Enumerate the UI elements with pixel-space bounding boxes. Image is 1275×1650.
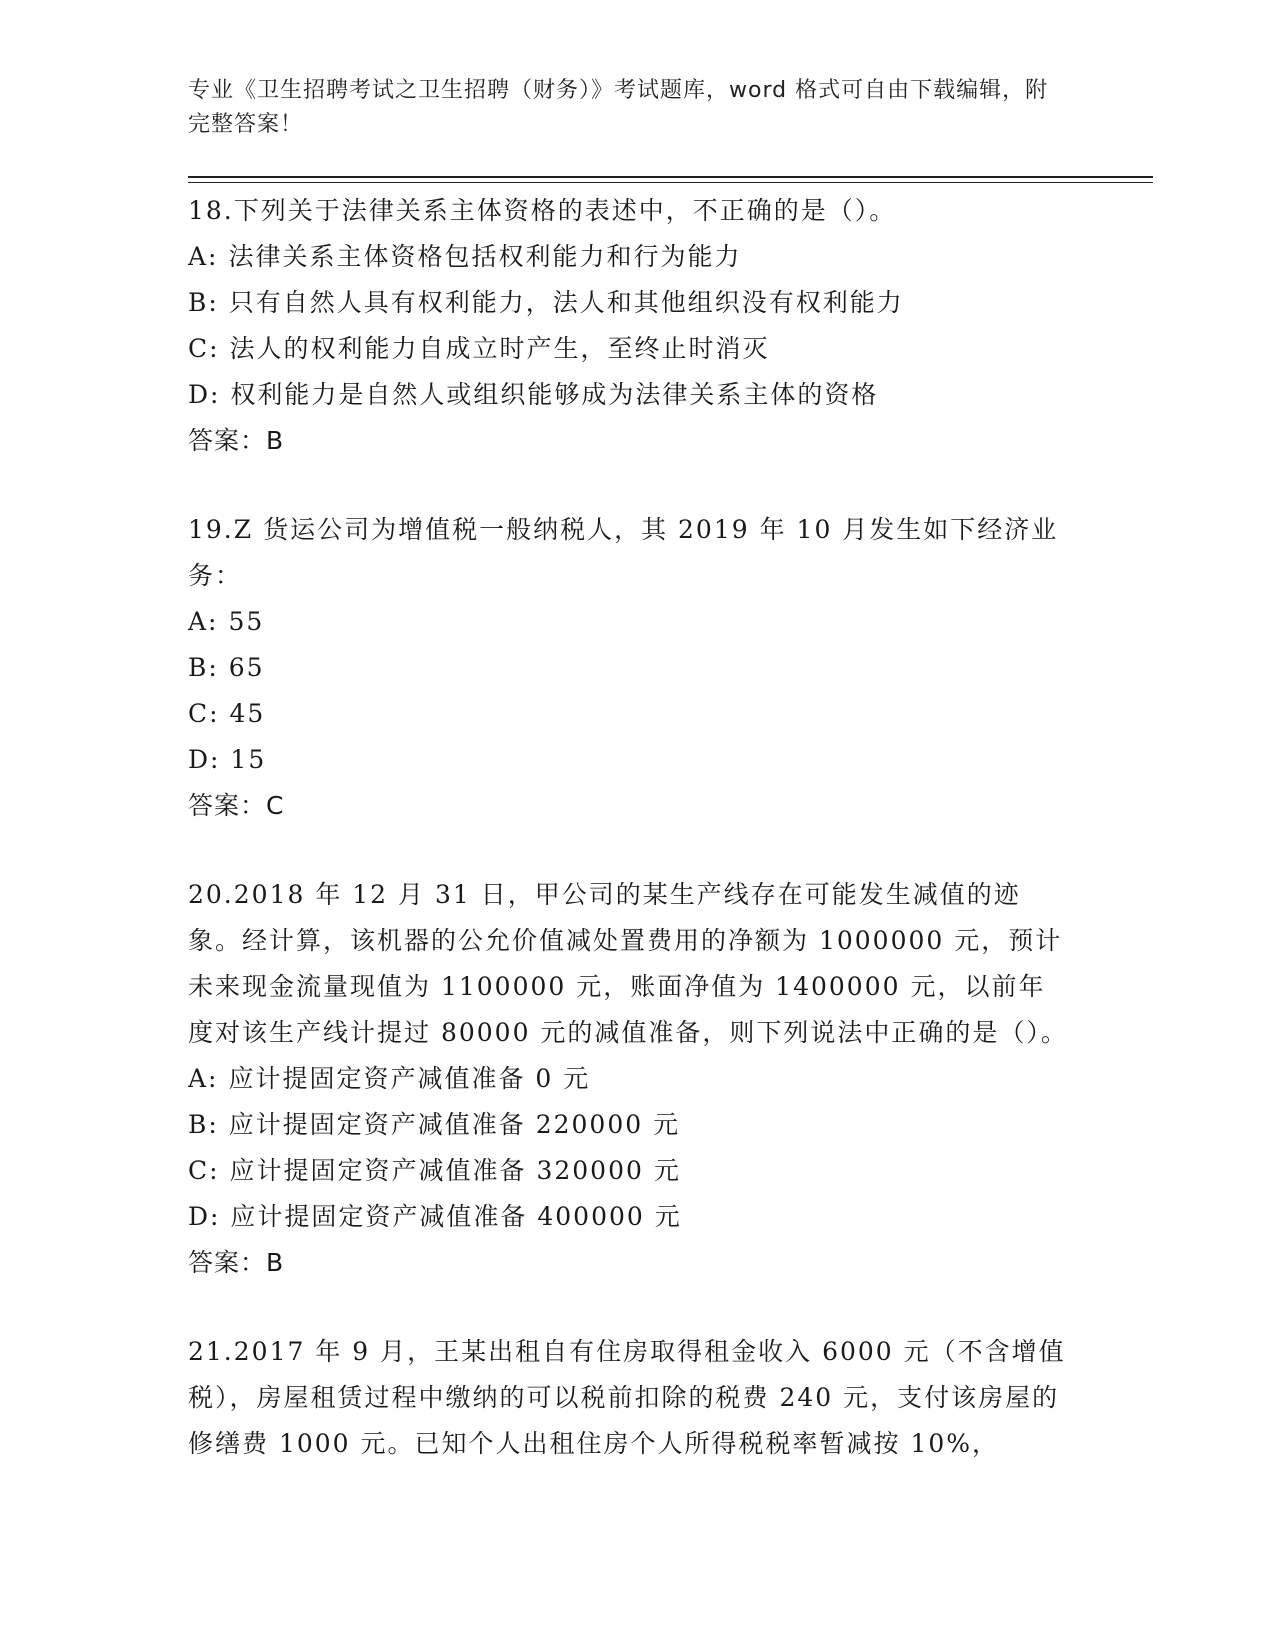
option-letter: A: — [188, 607, 219, 636]
option-c — [188, 1148, 1068, 1194]
option-letter: D: — [188, 380, 221, 409]
option-text: 55 — [228, 607, 265, 636]
question-list — [188, 188, 1068, 1510]
option-a — [188, 234, 1068, 280]
option-letter: D: — [188, 1202, 221, 1231]
answer: 答案：C — [188, 791, 285, 820]
option-letter: B: — [188, 653, 219, 682]
header-divider — [188, 176, 1153, 178]
option-text: 权利能力是自然人或组织能够成为法律关系主体的资格 — [230, 380, 879, 409]
question-stem: 20.2018 年 12 月 31 日，甲公司的某生产线存在可能发生减值的迹象。经计算，该机器的公允价值减处置费用的净额为 1000000 元，预计未来现金流量现值为 1100000 元，账面净值为 1400000 元，以前年度对该生产线计提过 80000 元的减值准备，则下列说法中正确的是（）。 — [188, 880, 1068, 1047]
option-b — [188, 645, 1068, 691]
question-20 — [188, 872, 1068, 1286]
option-letter: C: — [188, 1156, 220, 1185]
option-text: 只有自然人具有权利能力，法人和其他组织没有权利能力 — [228, 288, 904, 317]
option-b — [188, 280, 1068, 326]
option-text: 65 — [228, 653, 265, 682]
answer: 答案：B — [188, 426, 285, 455]
option-text: 应计提固定资产减值准备 320000 元 — [229, 1156, 681, 1185]
option-text: 法律关系主体资格包括权利能力和行为能力 — [228, 242, 742, 271]
option-letter: B: — [188, 288, 219, 317]
question-18 — [188, 188, 1068, 464]
option-text: 应计提固定资产减值准备 0 元 — [228, 1064, 591, 1093]
header-divider-thin — [188, 182, 1153, 183]
option-b — [188, 1102, 1068, 1148]
answer: 答案：B — [188, 1248, 285, 1277]
option-text: 15 — [230, 745, 267, 774]
document-header — [188, 74, 1068, 142]
question-stem: 21.2017 年 9 月，王某出租自有住房取得租金收入 6000 元（不含增值税），房屋租赁过程中缴纳的可以税前扣除的税费 240 元，支付该房屋的修缮费 1000 元。已知个人出租住房个人所得税税率暂减按 10%， — [188, 1337, 1066, 1458]
header-text: 专业《卫生招聘考试之卫生招聘（财务）》考试题库，word 格式可自由下载编辑，附完整答案！ — [188, 78, 1049, 137]
option-text: 45 — [229, 699, 266, 728]
option-d — [188, 1194, 1068, 1240]
option-a — [188, 599, 1068, 645]
option-letter: B: — [188, 1110, 219, 1139]
question-stem: 19.Z 货运公司为增值税一般纳税人，其 2019 年 10 月发生如下经济业务： — [188, 515, 1059, 590]
option-text: 法人的权利能力自成立时产生，至终止时消灭 — [229, 334, 770, 363]
option-letter: C: — [188, 699, 220, 728]
option-letter: A: — [188, 1064, 219, 1093]
option-letter: C: — [188, 334, 220, 363]
question-stem: 18.下列关于法律关系主体资格的表述中，不正确的是（）。 — [188, 196, 897, 225]
question-19 — [188, 507, 1068, 829]
option-letter: D: — [188, 745, 221, 774]
option-a — [188, 1056, 1068, 1102]
option-d — [188, 737, 1068, 783]
option-d — [188, 372, 1068, 418]
option-c — [188, 326, 1068, 372]
option-c — [188, 691, 1068, 737]
option-text: 应计提固定资产减值准备 400000 元 — [230, 1202, 682, 1231]
question-21 — [188, 1329, 1068, 1467]
option-text: 应计提固定资产减值准备 220000 元 — [228, 1110, 681, 1139]
option-letter: A: — [188, 242, 219, 271]
